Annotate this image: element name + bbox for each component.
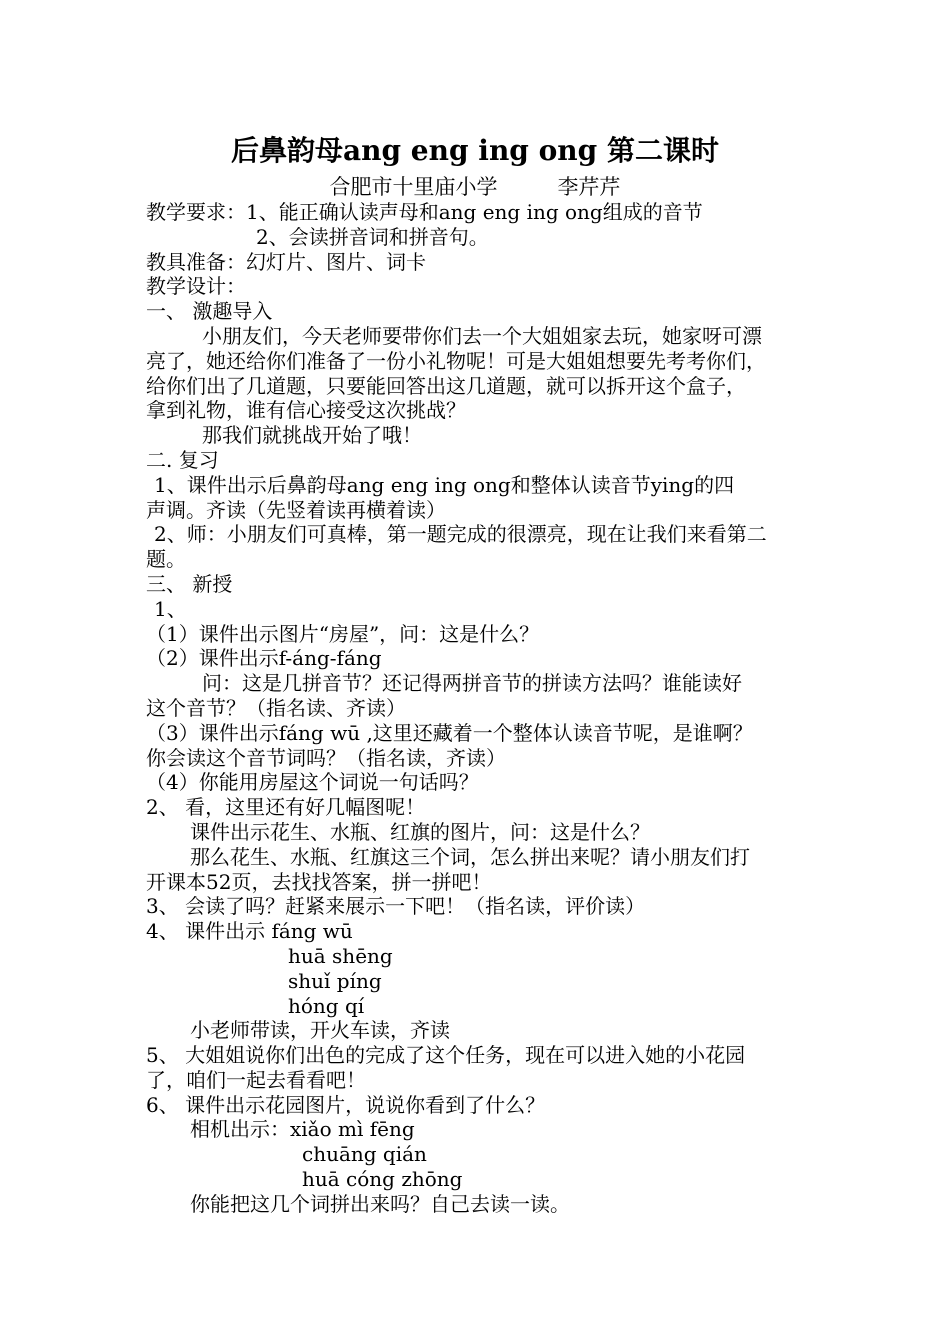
text-line: 3、 会读了吗？赶紧来展示一下吧！（指名读，评价读） [146, 894, 646, 919]
text-line: （1）课件出示图片“房屋”，问：这是什么？ [146, 621, 540, 646]
text-line: 那我们就挑战开始了哦！ [202, 423, 422, 448]
text-line: 亮了，她还给你们准备了一份小礼物呢！可是大姐姐想要先考考你们， [146, 348, 766, 373]
text-line: 声调。齐读（先竖着读再横着读） [146, 497, 446, 522]
text-line: 课件出示花生、水瓶、红旗的图片，问：这是什么？ [190, 819, 650, 844]
text-line: 教具准备：幻灯片、图片、词卡 [146, 249, 426, 274]
text-line: （2）课件出示f-áng-fáng [146, 646, 382, 671]
pinyin-line: huā shēng [288, 943, 393, 968]
text-line: 了，咱们一起去看看吧！ [146, 1067, 366, 1092]
text-line: 相机出示：xiǎo mì fēng [190, 1117, 415, 1142]
text-line: 2、会读拼音词和拼音句。 [256, 224, 489, 249]
text-line: 你会读这个音节词吗？（指名读，齐读） [146, 745, 506, 770]
text-line: 6、 课件出示花园图片，说说你看到了什么？ [146, 1092, 546, 1117]
text-line: 这个音节？（指名读、齐读） [146, 695, 406, 720]
pinyin-line: chuāng qián [302, 1142, 427, 1167]
text-line: 开课本52页，去找找答案，拼一拼吧！ [146, 869, 492, 894]
text-line: （4）你能用房屋这个词说一句话吗？ [146, 770, 479, 795]
text-line: 小老师带读，开火车读，齐读 [190, 1018, 450, 1043]
text-line: 那么花生、水瓶、红旗这三个词，怎么拼出来呢？请小朋友们打 [190, 844, 750, 869]
school-name: 合肥市十里庙小学 [329, 175, 498, 199]
pinyin-line: huā cóng zhōng [302, 1167, 463, 1192]
text-line: 5、 大姐姐说你们出色的完成了这个任务，现在可以进入她的小花园 [146, 1043, 746, 1068]
text-line: 教学要求：1、能正确认读声母和ang eng ing ong组成的音节 [146, 200, 703, 224]
document-title: 后鼻韵母ang eng ing ong 第二课时 [230, 134, 719, 167]
text-line: （3）课件出示fáng wū ,这里还藏着一个整体认读音节呢，是谁啊？ [146, 720, 753, 745]
text-line: 小朋友们，今天老师要带你们去一个大姐姐家去玩，她家呀可漂 [202, 323, 762, 348]
section-heading: 三、 新授 [146, 571, 233, 596]
text-line: 1、课件出示后鼻韵母ang eng ing ong和整体认读音节ying的四 [154, 472, 735, 497]
teacher-name: 李芹芹 [557, 175, 621, 199]
pinyin-line: shuǐ píng [288, 968, 382, 993]
section-heading: 二. 复习 [146, 447, 219, 472]
text-line: 4、 课件出示 fáng wū [146, 919, 353, 944]
section-heading: 一、 激趣导入 [146, 299, 273, 324]
text-line: 拿到礼物，谁有信心接受这次挑战？ [146, 398, 466, 423]
text-line: 你能把这几个词拼出来吗？自己去读一读。 [190, 1191, 570, 1216]
text-line: 2、 看，这里还有好几幅图呢！ [146, 795, 426, 820]
lesson-body [146, 200, 810, 1217]
author-line [0, 174, 950, 200]
text-line: 题。 [146, 547, 186, 572]
text-line: 问：这是几拼音节？还记得两拼音节的拼读方法吗？谁能读好 [202, 671, 742, 696]
text-line: 教学设计： [146, 274, 246, 299]
text-line: 1、 [154, 596, 187, 621]
text-line: 给你们出了几道题，只要能回答出这几道题，就可以拆开这个盒子， [146, 373, 746, 398]
text-line: 2、师：小朋友们可真棒，第一题完成的很漂亮，现在让我们来看第二 [154, 522, 767, 547]
pinyin-line: hóng qí [288, 993, 365, 1018]
